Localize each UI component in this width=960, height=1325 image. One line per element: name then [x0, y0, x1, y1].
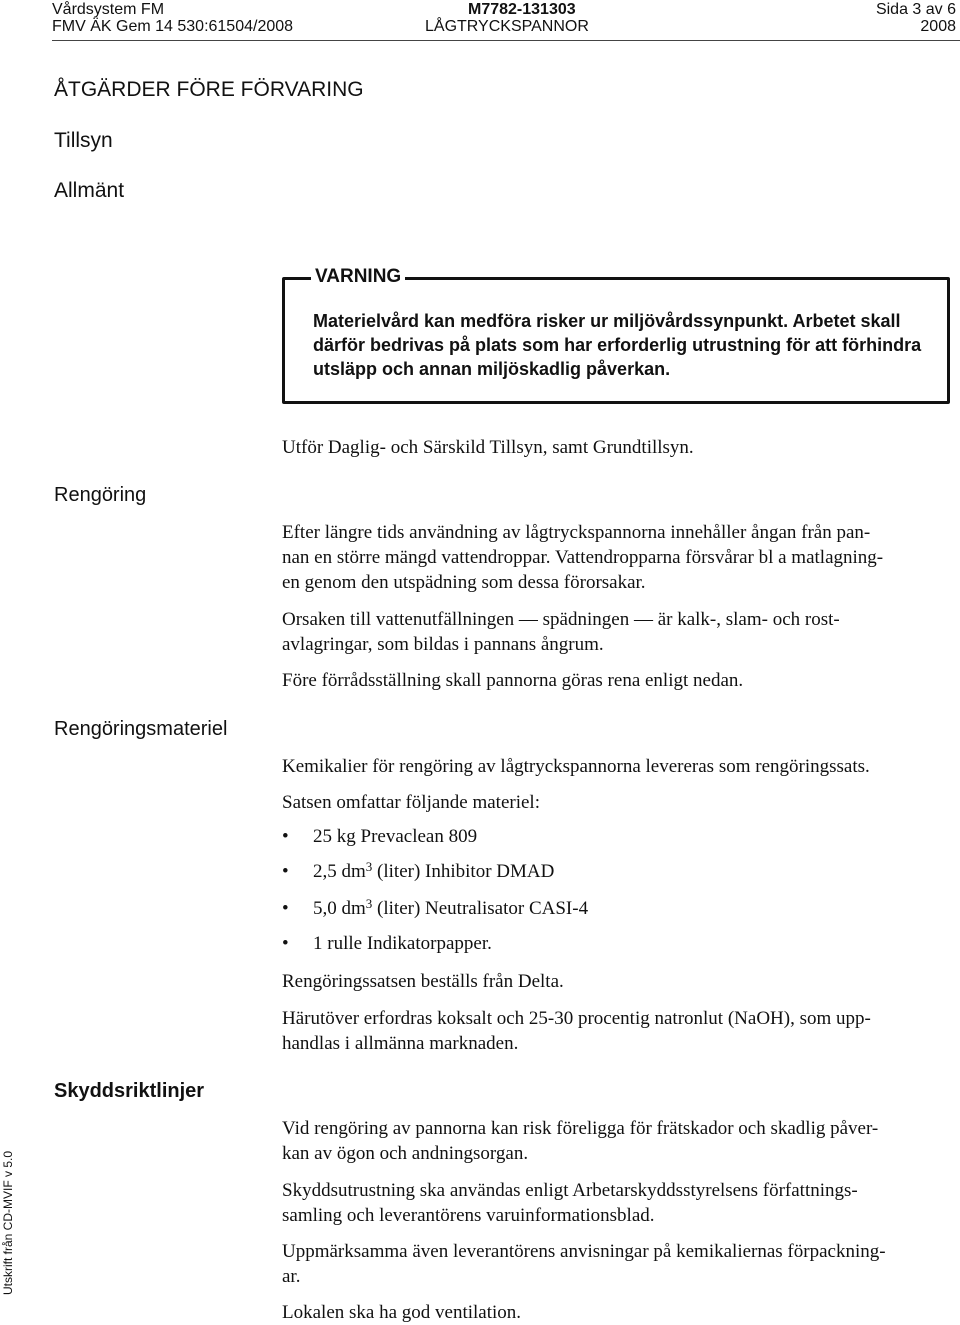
- materiel-p1: Kemikalier för rengöring av lågtryckspannorna levereras som rengöringssats.: [282, 756, 870, 777]
- list-item-text: 2,5 dm: [313, 861, 366, 882]
- header-system: Vårdsystem FM: [52, 1, 165, 18]
- bullet-icon: •: [282, 826, 289, 847]
- section-tillsyn: Tillsyn: [54, 129, 113, 152]
- warning-title: VARNING: [311, 266, 405, 288]
- list-item-text: 25 kg Prevaclean 809: [313, 826, 478, 847]
- materiel-p4-line2: handlas i allmänna marknaden.: [282, 1033, 519, 1054]
- section-skydd: Skyddsriktlinjer: [54, 1080, 205, 1102]
- materiel-p2: Satsen omfattar följande materiel:: [282, 792, 540, 813]
- header-divider: [52, 40, 960, 41]
- superscript: 3: [365, 859, 373, 874]
- materiel-p4-line1: Härutöver erfordras koksalt och 25-30 procentig natronlut (NaOH), som upp-: [282, 1008, 871, 1029]
- skydd-p3-line1: Uppmärksamma även leverantörens anvisningar på kemikaliernas förpackning-: [282, 1241, 886, 1262]
- skydd-p3-line2: ar.: [282, 1266, 301, 1287]
- skydd-p1-line1: Vid rengöring av pannorna kan risk föreligga för frätskador och skadlig påver-: [282, 1118, 879, 1139]
- rengoring-p2-line1: Orsaken till vattenutfällningen — spädningen — är kalk-, slam- och rost-: [282, 609, 840, 630]
- header-year: 2008: [920, 18, 956, 35]
- skydd-p1-line2: kan av ögon och andningsorgan.: [282, 1143, 529, 1164]
- header-doc-id: FMV ÄK Gem 14 530:61504/2008: [52, 18, 294, 35]
- superscript: 3: [365, 896, 373, 911]
- materiel-p3: Rengöringssatsen beställs från Delta.: [282, 971, 564, 992]
- header-product: LÅGTRYCKSPANNOR: [425, 18, 589, 35]
- skydd-p2-line1: Skyddsutrustning ska användas enligt Arbetarskyddsstyrelsens författnings-: [282, 1180, 858, 1201]
- skydd-p4: Lokalen ska ha god ventilation.: [282, 1302, 522, 1323]
- section-materiel: Rengöringsmateriel: [54, 718, 228, 740]
- print-source-label: Utskrift från CD-MVIF v 5.0: [1, 1150, 15, 1295]
- warning-text: Materielvård kan medföra risker ur miljövårdssynpunkt. Arbetet skall därför bedrivas på plats som har erforderlig utrustning för att förhindra utsläpp och annan miljöskadlig påverkan.: [313, 311, 922, 379]
- bullet-icon: •: [282, 933, 289, 954]
- bullet-icon: •: [282, 861, 289, 882]
- skydd-p2-line2: samling och leverantörens varuinformationsblad.: [282, 1205, 655, 1226]
- page-title: ÅTGÄRDER FÖRE FÖRVARING: [54, 78, 364, 101]
- list-item-text: (liter) Inhibitor DMAD: [377, 861, 555, 882]
- list-item-text: 1 rulle Indikatorpapper.: [313, 933, 492, 954]
- section-rengoring: Rengöring: [54, 484, 147, 506]
- bullet-icon: •: [282, 898, 289, 919]
- allmant-text: Utför Daglig- och Särskild Tillsyn, samt Grundtillsyn.: [282, 437, 694, 458]
- rengoring-p1-line3: en genom den utspädning som dessa förorsakar.: [282, 572, 646, 593]
- rengoring-p1-line1: Efter längre tids användning av lågtryckspannorna innehåller ångan från pan-: [282, 522, 871, 543]
- rengoring-p3: Före förrådsställning skall pannorna göras rena enligt nedan.: [282, 670, 744, 691]
- rengoring-p2-line2: avlagringar, som bildas i pannans ångrum.: [282, 634, 604, 655]
- list-item-text: 5,0 dm: [313, 898, 366, 919]
- list-item-text: (liter) Neutralisator CASI-4: [377, 898, 589, 919]
- header-page: Sida 3 av 6: [875, 1, 956, 18]
- rengoring-p1-line2: nan en större mängd vattendroppar. Vattendropparna försvårar bl a matlagning-: [282, 547, 884, 568]
- header-number: M7782-131303: [468, 1, 576, 18]
- section-allmant: Allmänt: [54, 179, 125, 202]
